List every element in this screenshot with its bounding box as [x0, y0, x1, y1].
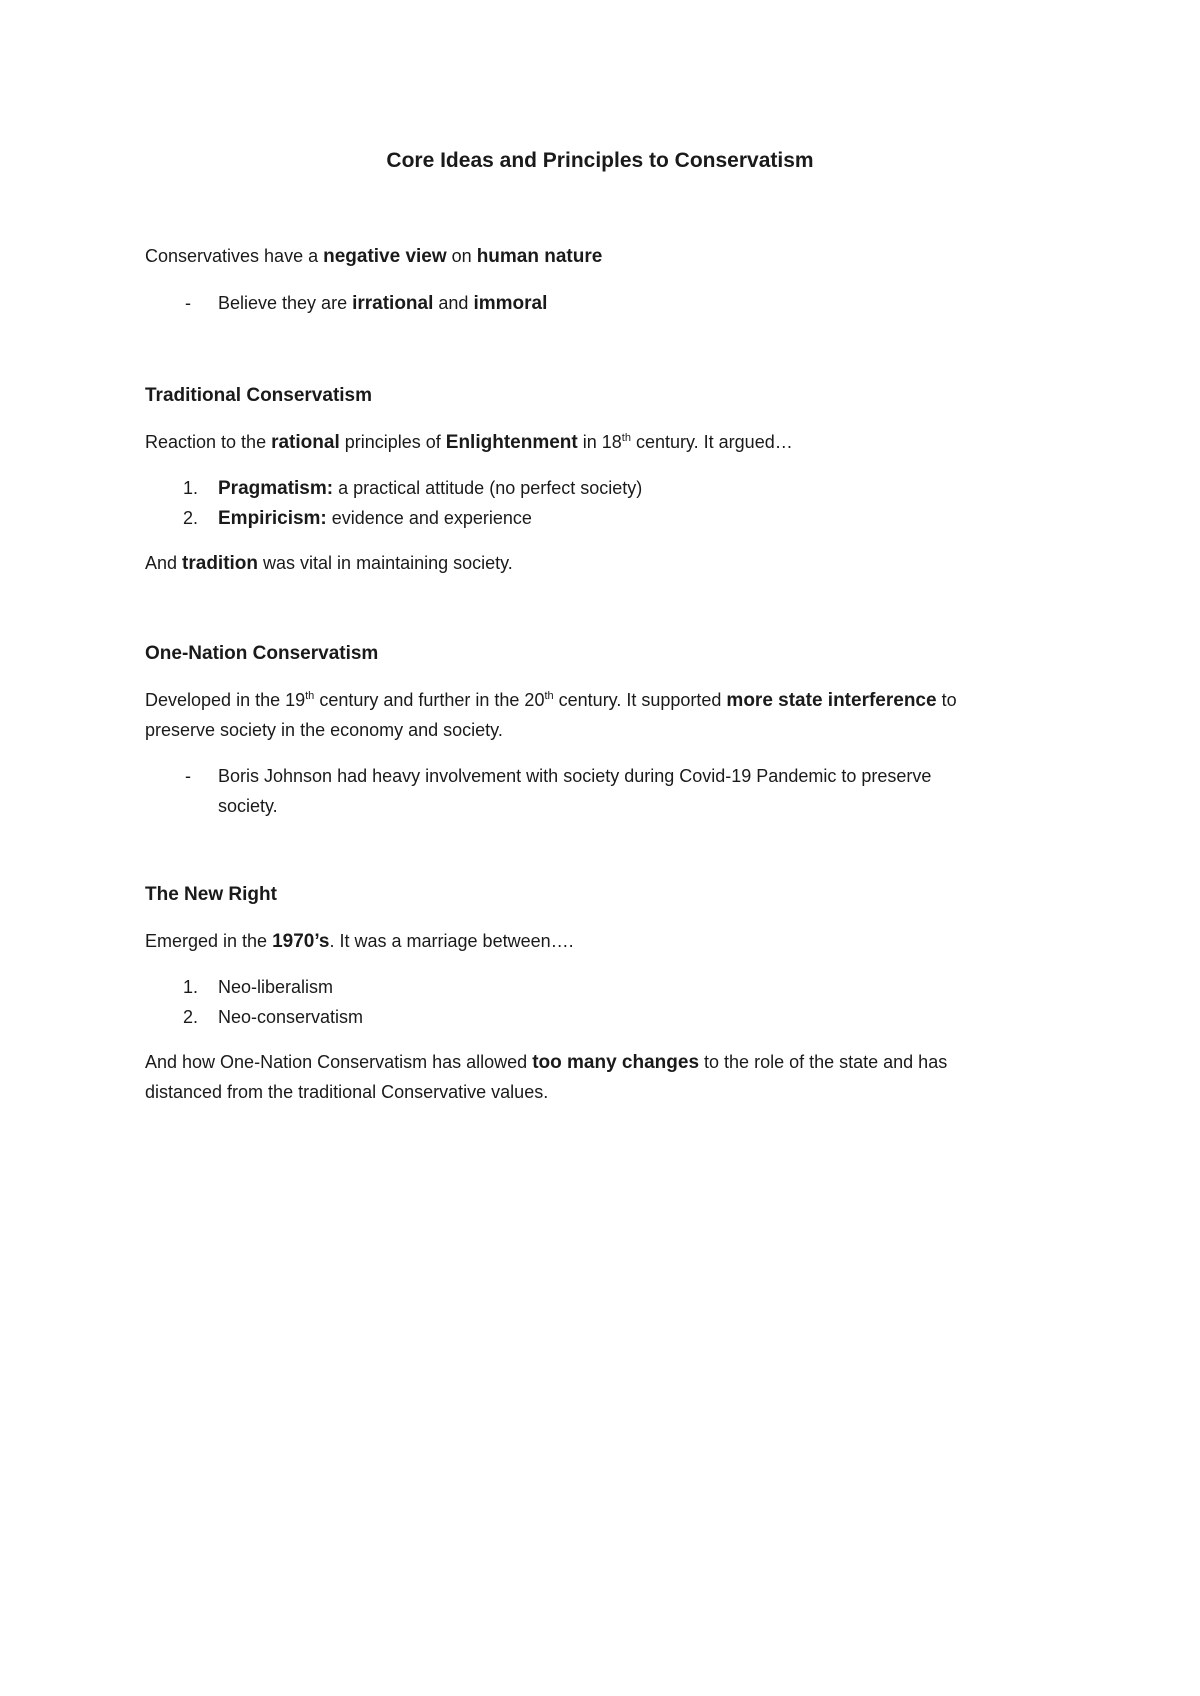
new-right-conclusion — [145, 1049, 947, 1076]
paragraph-emphasis: 1970’s — [272, 931, 330, 952]
intro-emphasis: negative view — [323, 246, 447, 267]
traditional-conclusion — [145, 550, 513, 577]
paragraph-emphasis: tradition — [182, 553, 259, 574]
paragraph-text: Developed in the 19 — [145, 690, 306, 710]
superscript: th — [305, 690, 315, 702]
paragraph-text: to the role of the state and has — [699, 1052, 948, 1072]
one-nation-paragraph-line2: preserve society in the economy and society. — [145, 720, 503, 740]
list-marker: 2. — [183, 1007, 199, 1027]
intro-text: on — [446, 246, 477, 266]
paragraph-text: principles of — [339, 432, 446, 452]
paragraph-text: century. It argued… — [630, 432, 793, 452]
list-item: Neo-conservatism — [218, 1007, 364, 1027]
paragraph-text: . It was a marriage between…. — [329, 931, 574, 951]
bullet-text: and — [433, 293, 474, 313]
bullet-text: Believe they are — [218, 293, 353, 313]
superscript: th — [544, 690, 554, 702]
section-heading-new-right: The New Right — [145, 884, 277, 905]
paragraph-text: century. It supported — [553, 690, 727, 710]
list-item-term: Pragmatism: — [218, 478, 334, 499]
list-item — [218, 475, 642, 502]
list-marker: 1. — [183, 478, 199, 498]
intro-emphasis: human nature — [476, 246, 603, 267]
one-nation-paragraph — [145, 687, 957, 714]
paragraph-text: in 18 — [577, 432, 622, 452]
traditional-paragraph — [145, 429, 793, 456]
bullet-emphasis: irrational — [352, 293, 434, 314]
paragraph-emphasis: Enlightenment — [445, 432, 578, 453]
section-heading-one-nation: One-Nation Conservatism — [145, 643, 379, 664]
list-item-text: evidence and experience — [326, 508, 532, 528]
list-item: Neo-liberalism — [218, 977, 334, 997]
paragraph-emphasis: more state interference — [726, 690, 937, 711]
one-nation-bullet-line1: Boris Johnson had heavy involvement with society during Covid-19 Pandemic to preserve — [218, 766, 932, 786]
new-right-paragraph — [145, 928, 574, 955]
paragraph-emphasis: too many changes — [532, 1052, 700, 1073]
page-title: Core Ideas and Principles to Conservatism — [386, 149, 814, 172]
section-heading-traditional: Traditional Conservatism — [145, 385, 373, 406]
bullet-marker: - — [185, 293, 191, 313]
superscript: th — [621, 432, 631, 444]
intro-paragraph — [145, 243, 602, 270]
intro-text: Conservatives have a — [145, 246, 324, 266]
list-marker: 2. — [183, 508, 199, 528]
paragraph-text: Reaction to the — [145, 432, 272, 452]
intro-bullet-item — [218, 290, 547, 317]
list-item — [218, 505, 532, 532]
bullet-marker: - — [185, 766, 191, 786]
paragraph-text: century and further in the 20 — [314, 690, 545, 710]
paragraph-emphasis: rational — [271, 432, 340, 453]
list-item-text: a practical attitude (no perfect society) — [333, 478, 643, 498]
paragraph-text: to — [936, 690, 957, 710]
list-item-term: Empiricism: — [218, 508, 327, 529]
bullet-emphasis: immoral — [473, 293, 548, 314]
list-marker: 1. — [183, 977, 199, 997]
new-right-conclusion-line2: distanced from the traditional Conservative values. — [145, 1082, 549, 1102]
paragraph-text: was vital in maintaining society. — [258, 553, 513, 573]
paragraph-text: And how One-Nation Conservatism has allowed — [145, 1052, 533, 1072]
paragraph-text: Emerged in the — [145, 931, 273, 951]
one-nation-bullet-line2: society. — [218, 796, 278, 816]
paragraph-text: And — [145, 553, 183, 573]
